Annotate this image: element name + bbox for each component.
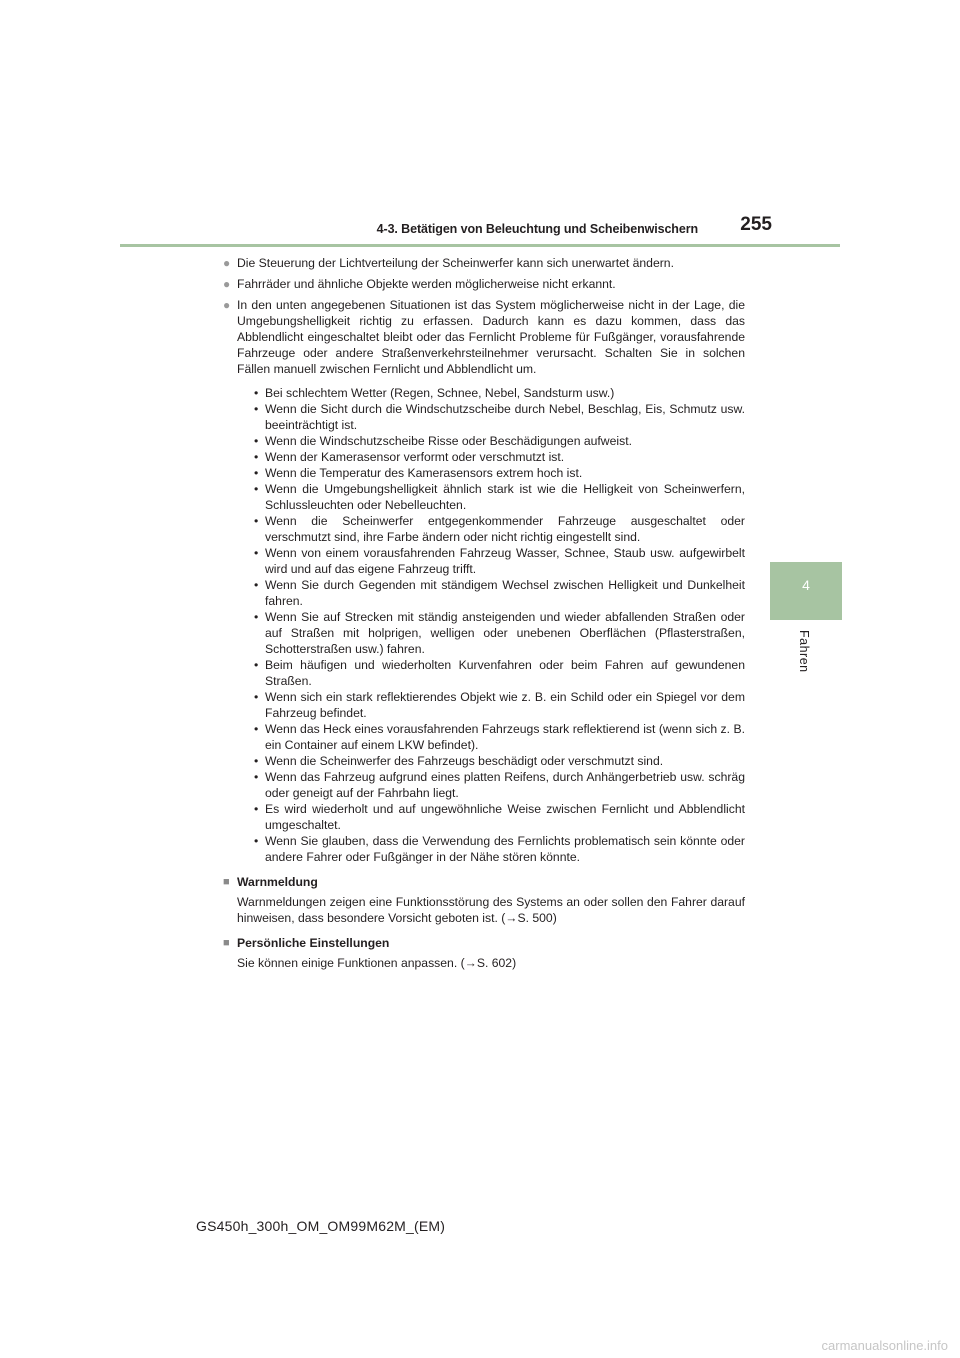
sub-bullet-dot-icon: • [254, 834, 259, 848]
header-rule [120, 244, 840, 247]
situation-item [237, 513, 745, 545]
warning-text: Warnmeldungen zeigen eine Funktionsstörung des Systems an oder sollen den Fahrer darauf hinweisen, dass besondere Vorsicht geboten ist. (→S. 500) [237, 895, 745, 925]
sub-bullet-dot-icon: • [254, 770, 259, 784]
bullet-text: Fahrräder und ähnliche Objekte werden möglicherweise nicht erkannt. [237, 277, 616, 291]
sub-bullet-dot-icon: • [254, 402, 259, 416]
sub-bullet-dot-icon: • [254, 466, 259, 480]
situation-text: Wenn die Scheinwerfer entgegenkommender Fahrzeuge ausgeschaltet oder verschmutzt sind, ihre Farbe ändern oder nicht richtig eingestellt sind. [265, 514, 745, 544]
situation-text: Bei schlechtem Wetter (Regen, Schnee, Nebel, Sandsturm usw.) [265, 386, 615, 400]
situation-text: Wenn die Umgebungshelligkeit ähnlich stark ist wie die Helligkeit von Scheinwerfern, Schlussleuchten oder Nebelleuchten. [265, 482, 745, 512]
page-number: 255 [740, 214, 772, 235]
sub-bullet-dot-icon: • [254, 610, 259, 624]
situation-item [237, 481, 745, 513]
sub-bullet-dot-icon: • [254, 690, 259, 704]
situation-item [237, 721, 745, 753]
situation-text: Wenn sich ein stark reflektierendes Objekt wie z. B. ein Schild oder ein Spiegel vor dem Fahrzeug befindet. [265, 690, 745, 720]
page-header [120, 214, 840, 248]
square-bullet-icon: ■ [223, 876, 230, 888]
situation-text: Wenn von einem vorausfahrenden Fahrzeug Wasser, Schnee, Staub usw. aufgewirbelt wird und auf das eigene Fahrzeug trifft. [265, 546, 745, 576]
bullet-circle-icon: ● [223, 277, 231, 291]
sub-bullet-dot-icon: • [254, 722, 259, 736]
sub-bullet-dot-icon: • [254, 754, 259, 768]
watermark: carmanualsonline.info [821, 1338, 948, 1353]
bullet-item [223, 255, 745, 271]
situation-item [237, 833, 745, 865]
situation-text: Wenn der Kamerasensor verformt oder verschmutzt ist. [265, 450, 565, 464]
warning-heading [223, 874, 745, 890]
situation-list [237, 385, 745, 865]
situation-item [237, 753, 745, 769]
situation-item [237, 657, 745, 689]
sub-bullet-dot-icon: • [254, 802, 259, 816]
situation-item [237, 769, 745, 801]
situation-item [237, 801, 745, 833]
section-title: 4-3. Betätigen von Beleuchtung und Scheibenwischern [376, 222, 698, 236]
bullet-circle-icon: ● [223, 256, 231, 270]
bullet-item [223, 276, 745, 292]
bullet-circle-icon: ● [223, 298, 231, 312]
warning-heading-text: Warnmeldung [237, 875, 318, 889]
situation-item [237, 449, 745, 465]
situation-text: Wenn die Scheinwerfer des Fahrzeugs beschädigt oder verschmutzt sind. [265, 754, 664, 768]
situation-text: Wenn das Fahrzeug aufgrund eines platten Reifens, durch Anhängerbetrieb usw. schräg oder geneigt auf der Fahrbahn liegt. [265, 770, 745, 800]
footer-code: GS450h_300h_OM_OM99M62M_(EM) [196, 1218, 446, 1234]
chapter-tab[interactable] [770, 562, 842, 620]
situation-item [237, 433, 745, 449]
chapter-tab-number: 4 [802, 577, 810, 593]
personal-settings-text: Sie können einige Funktionen anpassen. (→S. 602) [237, 956, 517, 970]
sub-bullet-dot-icon: • [254, 450, 259, 464]
situation-text: Wenn Sie glauben, dass die Verwendung des Fernlichts problematisch sein könnte oder andere Fahrer oder Fußgänger in der Nähe stören könnte. [265, 834, 745, 864]
situation-text: Es wird wiederholt und auf ungewöhnliche Weise zwischen Fernlicht und Abblendlicht umgeschaltet. [265, 802, 745, 832]
sub-bullet-dot-icon: • [254, 578, 259, 592]
square-bullet-icon: ■ [223, 937, 230, 949]
situation-item [237, 465, 745, 481]
sub-bullet-dot-icon: • [254, 434, 259, 448]
sub-bullet-dot-icon: • [254, 482, 259, 496]
personal-settings-heading-text: Persönliche Einstellungen [237, 936, 390, 950]
bullet-text: In den unten angegebenen Situationen ist das System möglicherweise nicht in der Lage, die Umgebungshelligkeit richtig zu erfassen. Dadurch kann es dazu kommen, dass das Abblendlicht eingeschaltet bleibt oder das Fernlicht Probleme für Fußgänger, vorausfahrende Fahrzeuge oder andere Straßenverkehrsteilnehmer verursacht. Schalten Sie in solchen Fällen manuell zwischen Fernlicht und Abblendlicht um. [237, 298, 745, 376]
sub-bullet-dot-icon: • [254, 546, 259, 560]
situation-text: Wenn die Windschutzscheibe Risse oder Beschädigungen aufweist. [265, 434, 632, 448]
situation-item [237, 577, 745, 609]
page-content [223, 255, 745, 976]
situation-text: Wenn die Temperatur des Kamerasensors extrem hoch ist. [265, 466, 583, 480]
bullet-item [223, 297, 745, 865]
situation-text: Wenn die Sicht durch die Windschutzscheibe durch Nebel, Beschlag, Eis, Schmutz usw. beeinträchtigt ist. [265, 402, 745, 432]
situation-text: Wenn das Heck eines vorausfahrenden Fahrzeugs stark reflektierend ist (wenn sich z. B. ein Container auf einem LKW befindet). [265, 722, 745, 752]
situation-item [237, 689, 745, 721]
sub-bullet-dot-icon: • [254, 514, 259, 528]
bullet-text: Die Steuerung der Lichtverteilung der Scheinwerfer kann sich unerwartet ändern. [237, 256, 674, 270]
situation-item [237, 385, 745, 401]
situation-item [237, 545, 745, 577]
situation-text: Beim häufigen und wiederholten Kurvenfahren oder beim Fahren auf gewundenen Straßen. [265, 658, 745, 688]
personal-settings-heading [223, 935, 745, 951]
situation-item [237, 401, 745, 433]
situation-text: Wenn Sie durch Gegenden mit ständigem Wechsel zwischen Helligkeit und Dunkelheit fahren. [265, 578, 745, 608]
sub-bullet-dot-icon: • [254, 658, 259, 672]
situation-item [237, 609, 745, 657]
situation-text: Wenn Sie auf Strecken mit ständig ansteigenden und wieder abfallenden Straßen oder auf Straßen mit holprigen, welligen oder unebenen Oberflächen (Pflasterstraßen, Schotterstraßen usw.) fahren. [265, 610, 745, 656]
chapter-tab-label: Fahren [797, 630, 811, 673]
sub-bullet-dot-icon: • [254, 386, 259, 400]
